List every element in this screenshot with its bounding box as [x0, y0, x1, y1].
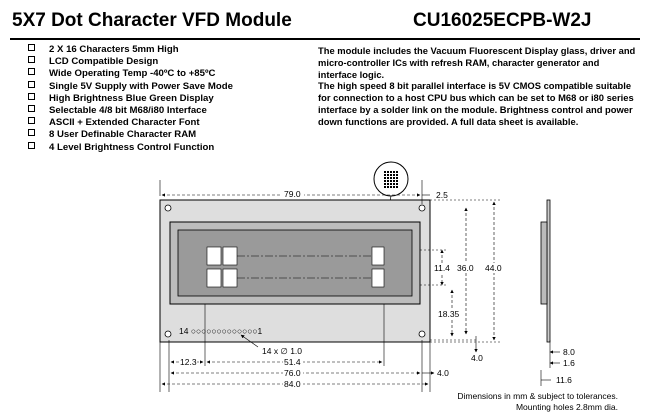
feature-item: Wide Operating Temp -40ºC to +85ºC [28, 68, 233, 80]
dim-label: 2.5 [436, 190, 448, 200]
char-cell [372, 247, 384, 265]
feature-item: 2 X 16 Characters 5mm High [28, 44, 233, 56]
char-cell [223, 247, 237, 265]
pin-count-label: 14 x ∅ 1.0 [262, 346, 303, 356]
char-cell [207, 247, 221, 265]
model-number: CU16025ECPB-W2J [413, 10, 592, 31]
char-cell [207, 269, 221, 287]
dim-label: 4.0 [471, 353, 483, 363]
dim-label: 84.0 [284, 379, 301, 389]
dim-label: 51.4 [284, 357, 301, 367]
mounting-hole [165, 331, 171, 337]
mounting-hole [419, 331, 425, 337]
description-para-1: The module includes the Vacuum Fluorescent Display glass, driver and micro-controller ICs with refresh RAM, character generator and interface logic. [318, 45, 636, 80]
note-line: Dimensions in mm & subject to tolerances. [457, 391, 618, 401]
dim-label: 79.0 [284, 189, 301, 199]
dim-label: 44.0 [485, 263, 502, 273]
char-cell [372, 269, 384, 287]
dim-label: 18.35 [438, 309, 460, 319]
char-cell [223, 269, 237, 287]
note-line: Mounting holes 2.8mm dia. [515, 401, 618, 412]
dim-label: 12.3 [180, 357, 197, 367]
feature-item: Selectable 4/8 bit M68/i80 Interface [28, 105, 233, 117]
dim-label: 11.4 [434, 263, 450, 273]
module-side-view [541, 200, 550, 368]
dim-label: 76.0 [284, 368, 301, 378]
dim-label: 1.6 [563, 358, 575, 368]
mounting-hole [165, 205, 171, 211]
pin-header: 14 ○○○○○○○○○○○○○1 [179, 326, 263, 336]
module-front-view [160, 200, 430, 342]
page-title: 5X7 Dot Character VFD Module [12, 10, 292, 31]
dim-label: 11.6 [556, 375, 572, 385]
feature-item: LCD Compatible Design [28, 56, 233, 68]
dim-label: 36.0 [457, 263, 474, 273]
side-glass [541, 222, 547, 304]
mounting-hole [419, 205, 425, 211]
dim-label: 4.0 [437, 368, 449, 378]
feature-item: ASCII + Extended Character Font [28, 117, 233, 129]
dimension-notes [457, 391, 618, 412]
side-pcb [547, 200, 550, 342]
dim-label: 8.0 [563, 347, 575, 357]
feature-item: High Brightness Blue Green Display [28, 93, 233, 105]
feature-item: 4 Level Brightness Control Function [28, 142, 233, 154]
feature-item: 8 User Definable Character RAM [28, 129, 233, 141]
feature-item: Single 5V Supply with Power Save Mode [28, 81, 233, 93]
description-para-2: The high speed 8 bit parallel interface is 5V CMOS compatible suitable for connection to a host CPU bus which can be set to M68 or i80 series interface by a solder link on the module. Brightness control and power down functions are provided. A full data sheet is available. [318, 80, 634, 127]
dot-matrix-icon [384, 170, 398, 188]
